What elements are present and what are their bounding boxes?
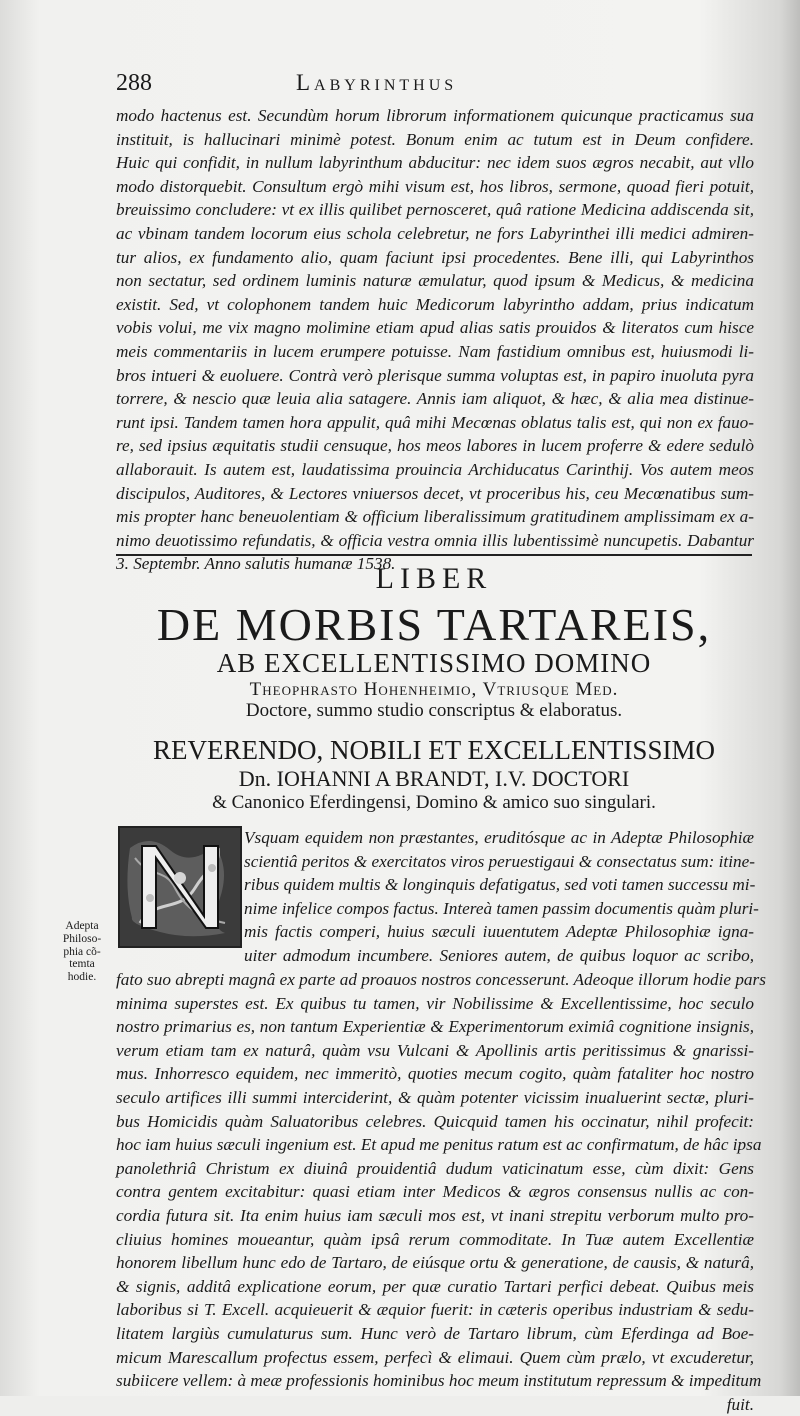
dedication-line3: & Canonico Eferdingensi, Domino & amico suo singulari. xyxy=(212,792,656,813)
text-line: modo hactenus est. Secundùm horum librorum informationem quicunque practicamus sua xyxy=(116,106,754,125)
title-main: DE MORBIS TARTAREIS, xyxy=(156,599,712,650)
text-line: bus Homicidis quàm Saluatoribus celebres. Quicquid tamen his occinatur, nihil profecit: xyxy=(116,1111,754,1131)
text-line: mis propter hanc beneuolentiam & officium liberalissimum gratitudinem amplissimam ex a- xyxy=(116,507,754,527)
title-liber: LIBER xyxy=(375,562,493,595)
text-line: contra gentem excitabitur: quasi etiam inter Medicos & ægros consensus nullis ac con- xyxy=(116,1182,754,1202)
running-head: Labyrinthus xyxy=(296,70,458,95)
dedication-line1: REVERENDO, NOBILI ET EXCELLENTISSIMO xyxy=(153,735,715,765)
text-line: cliuius homines moueantur, quàm ipsâ rerum commoditate. In Tuæ autem Excellentiæ xyxy=(116,1229,754,1249)
text-line: mus. Inhorresco equidem, nec immeritò, quoties mecum cogito, quàm fataliter hoc nostro xyxy=(116,1064,754,1084)
text-line: laboribus si T. Excell. acquieuerit & æquior fuerit: in cæteris operibus industriam & sedu- xyxy=(116,1300,754,1320)
margin-note xyxy=(52,920,112,984)
text-line: cordia futura sit. Ita enim huius iam sæculi mos est, vt inani strepitu verborum multo pro- xyxy=(116,1205,754,1225)
text-line: non sectatur, sed ordinem luminis naturæ æmulatur, quod ipsum & Medicus, & medicina xyxy=(116,271,754,291)
text-line: discipulos, Auditores, & Lectores vniuersos decet, vt proceribus his, ceu Mecœnatibus sum- xyxy=(116,483,754,503)
margin-note-line: phia cõ- xyxy=(63,945,101,958)
body-full-block xyxy=(116,968,766,1416)
title-author-line2: Theophrasto Hohenheimio, Vtriusque Med. xyxy=(249,679,619,700)
margin-note-line: hodie. xyxy=(67,971,97,984)
top-text-block xyxy=(116,104,754,576)
text-line: hoc iam huius sæculi ingenium est. Et apud me penitus ratum est ac confirmatum, de hâc ipsa xyxy=(116,1135,762,1155)
text-line: fato suo abrepti magnâ ex parte ad proauos nostros concesserunt. Adeoque illorum hodie pars xyxy=(116,970,766,989)
text-line: tur alios, ex fundamento alio, quam faciunt ipsi procedentes. Bene illi, qui Labyrinthos xyxy=(116,247,754,267)
body-indented-block xyxy=(244,826,759,968)
decorated-initial-n xyxy=(118,826,242,948)
title-author-line3: Doctore, summo studio conscriptus & elaboratus. xyxy=(245,700,623,721)
text-line: & signis, additâ explicatione eorum, per quæ curatio Tartari perfici debeat. Quibus meis xyxy=(116,1276,754,1296)
text-line: nimo deuotissimo refundatis, & officia vestra omnia illis lubentissimè nuncupetis. Dabantur xyxy=(116,530,754,550)
text-line: uiter admodum incumbere. Seniores autem, de quibus loquor ac scribo, xyxy=(244,945,754,965)
margin-note-line: temta xyxy=(69,958,95,971)
text-line: panolethriâ Christum ex diuinâ prouidentiâ dudum vaticinatum esse, cùm dixit: Gens xyxy=(116,1158,754,1178)
text-line: nostro primarius es, non tantum Experientiæ & Experimentorum eximiâ cognitione insignis, xyxy=(116,1017,754,1037)
text-line: torrere, & nescio quæ leuia alia satagere. Annis iam aliquot, & hæc, & alia mea distinue- xyxy=(116,389,754,409)
text-line: fuit. xyxy=(726,1394,754,1414)
text-line: micum Marescallum profectus essem, perfecì & elimaui. Quem cùm prælo, vt excuderetur, xyxy=(116,1347,754,1367)
text-line: ribus quidem multis & longinquis defatigatus, sed voti tamen successu mi- xyxy=(244,875,756,895)
text-line: breuissimo concludere: vt ex illis quilibet pernosceret, quâ ratione Medicina addiscenda sit, xyxy=(116,200,754,220)
text-line: honorem libellum hunc edo de Tartaro, de eiúsque ortu & generatione, de causis, & naturâ, xyxy=(116,1253,754,1273)
text-line: bros intueri & euoluere. Contrà verò plerisque summa voluptas est, in papiro inuoluta pyra xyxy=(116,365,754,385)
text-line: mis factis comperi, huius sæculi iuuentutem Adeptæ Philosophiæ igna- xyxy=(244,922,754,942)
section-divider xyxy=(116,554,752,556)
text-line: re, sed ipsius æquitatis studii censuque, hos meos labores in lucem proferre & edere sedulò xyxy=(116,436,754,456)
text-line: seculo artifices illi summi interciderint, & quàm potenter vicissim inualuerint sectæ, pluri- xyxy=(116,1087,754,1107)
text-line: subiicere vellem: à meæ professionis hominibus hoc meum institutum repressum & impeditum xyxy=(116,1371,762,1391)
text-line: allaborauit. Is autem est, laudatissima prouincia Archiducatus Carinthij. Vos autem meos xyxy=(116,459,754,479)
title-author-line1: AB EXCELLENTISSIMO DOMINO xyxy=(216,648,652,678)
text-line: Huic qui confidit, in nullum labyrinthum abducitur: nec idem suos ægros necabit, aut vllo xyxy=(116,153,754,173)
margin-note-line: Philoso- xyxy=(62,932,102,945)
text-line: verum etiam tam ex naturâ, quàm vsu Vulcani & Apollinis artis peritissimus & gnarissi- xyxy=(116,1040,754,1060)
text-line: nime infelice compos factus. Intereà tamen passim documentis quàm pluri- xyxy=(244,898,759,918)
text-line: scientiâ peritos & exercitatos viros peruestigaui & consectatus sum: itine- xyxy=(244,851,755,871)
text-line: ac vbinam tandem locorum eius schola celebretur, ne fors Labyrinthei illi medici admiren- xyxy=(116,223,754,243)
margin-note-line: Adepta xyxy=(65,920,99,932)
page-number: 288 xyxy=(116,70,152,96)
text-line: runt ipsi. Tandem tamen hora appulit, quâ mihi Mecœnas oblatus talis est, qui non ex fauo- xyxy=(116,412,754,432)
text-line: modo distorquebit. Consultum ergò mihi visum est, hos libros, sermone, quoad fieri potuit, xyxy=(116,176,754,196)
dedication-line2: Dn. IOHANNI A BRANDT, I.V. DOCTORI xyxy=(238,766,630,791)
text-line: meis commentariis in lucem erumpere potuisse. Nam fastidium omnibus est, huiusmodi li- xyxy=(116,341,754,361)
initial-ornament-icon xyxy=(120,828,240,946)
text-line: existit. Sed, vt colophonem tandem huic Medicorum labyrintho addam, prius indicatum xyxy=(116,294,754,314)
text-line: litatem largiùs cumulaturus sum. Hunc verò de Tartaro librum, cùm Eferdinga ad Boe- xyxy=(116,1323,754,1343)
text-line: Vsquam equidem non præstantes, eruditósque ac in Adeptæ Philosophiæ xyxy=(244,828,754,847)
page-header xyxy=(116,70,756,98)
text-line: 3. Septembr. Anno salutis humanæ 1538. xyxy=(116,554,396,574)
text-line: vobis volui, me vix magno molimine etiam apud alias satis prouidos & literatos cum hisce xyxy=(116,318,754,338)
text-line: minima superstes est. Ex quibus tu tamen, vir Nobilissime & Excellentissime, hoc seculo xyxy=(116,993,754,1013)
text-line: instituit, is hallucinari minimè potest. Bonum enim ac tutum est in Deum confidere. xyxy=(116,129,754,149)
